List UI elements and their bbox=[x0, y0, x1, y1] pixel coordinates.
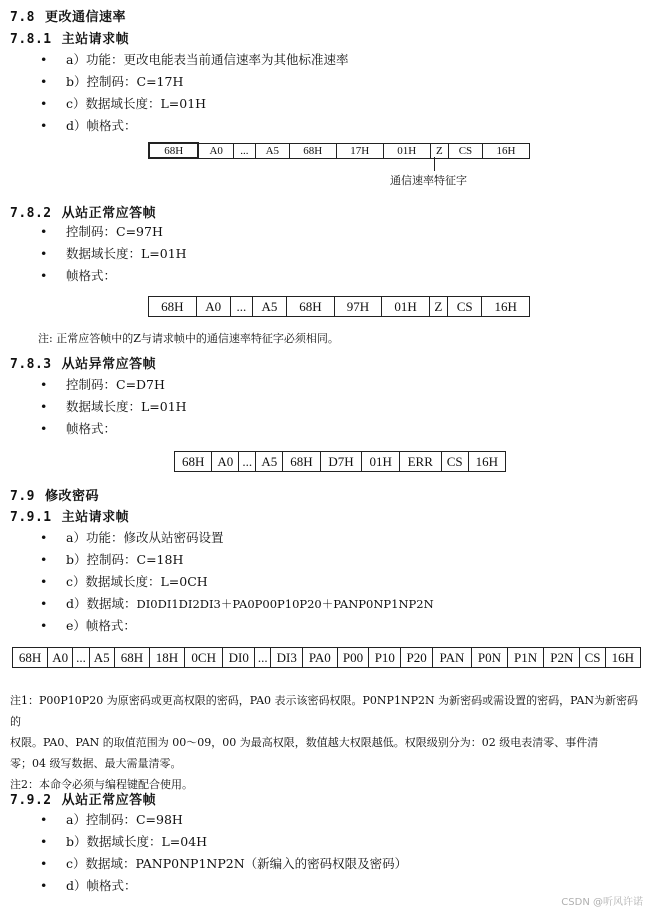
list-item: • a）功能：更改电能表当前通信速率为其他标准速率 bbox=[40, 52, 349, 67]
frame-cell: 16H bbox=[468, 452, 505, 472]
data-field-formula: DI0DI1DI2DI3＋PA0P00P10P20＋PANP0NP1NP2N bbox=[136, 597, 434, 611]
note-7-8-2: 注: 正常应答帧中的Z与请求帧中的通信速率特征字必须相同。 bbox=[38, 332, 339, 345]
frame-cell: A5 bbox=[89, 648, 114, 668]
frame-cell: 68H bbox=[114, 648, 149, 668]
note-1: 注1：P00P10P20 为原密码或更高权限的密码，PA0 表示该密码权限。P0NP1NP2N 为新密码或需设置的密码，PAN为新密码的 权限。PA0、PAN 的取值范围为 00～09，00 为最高权限，数值越大权限越低。权限级别分为：02 级电表清零、事件清 零；04 级写数据、最大需量清零。 注2：本命令必须与编程键配合使用。 bbox=[10, 694, 639, 791]
list-item: • b）数据域长度：L=04H bbox=[40, 834, 208, 849]
frame-cell: P10 bbox=[369, 648, 401, 668]
frame-cell: A5 bbox=[255, 143, 289, 158]
frame-cell: 97H bbox=[334, 297, 382, 317]
list-item: • e）帧格式： bbox=[40, 618, 136, 633]
frame-cell: P0N bbox=[471, 648, 507, 668]
frame-cell: ... bbox=[255, 648, 271, 668]
section-heading-7-8-1: 7.8.1 主站请求帧 bbox=[10, 32, 130, 47]
frame-cell: ERR bbox=[399, 452, 441, 472]
list-item: • 控制码：C=97H bbox=[40, 224, 163, 239]
frame-cell: PAN bbox=[433, 648, 472, 668]
list-item: • c）数据域长度：L=0CH bbox=[40, 574, 208, 589]
section-heading-7-9-1: 7.9.1 主站请求帧 bbox=[10, 510, 130, 525]
list-item: • c）数据域：PANP0NP1NP2N（新编入的密码权限及密码） bbox=[40, 856, 408, 871]
frame-cell: DI3 bbox=[271, 648, 303, 668]
annotation-pointer-line bbox=[434, 157, 435, 171]
watermark: CSDN @听风许诺 bbox=[561, 897, 643, 908]
list-item: • b）控制码：C=17H bbox=[40, 74, 184, 89]
frame-cell: 18H bbox=[149, 648, 184, 668]
list-item: • d）帧格式： bbox=[40, 118, 137, 133]
frame-cell: Z bbox=[429, 297, 447, 317]
frame-cell: P00 bbox=[337, 648, 369, 668]
frame-cell: 68H bbox=[149, 297, 197, 317]
list-item: • c）数据域长度：L=01H bbox=[40, 96, 207, 111]
list-item: • a）功能：修改从站密码设置 bbox=[40, 530, 224, 545]
frame-cell: DI0 bbox=[223, 648, 255, 668]
frame-cell: 68H bbox=[13, 648, 48, 668]
list-item: • d）数据域：DI0DI1DI2DI3＋PA0P00P10P20＋PANP0NP1NP2N bbox=[40, 596, 434, 611]
section-heading-7-8-2: 7.8.2 从站正常应答帧 bbox=[10, 206, 157, 221]
frame-cell: D7H bbox=[320, 452, 362, 472]
section-heading-7-9-2: 7.9.2 从站正常应答帧 bbox=[10, 793, 157, 808]
frame-cell: ... bbox=[239, 452, 256, 472]
frame-cell: CS bbox=[448, 297, 482, 317]
list-item: • 控制码：C=D7H bbox=[40, 377, 165, 392]
annotation-label: 通信速率特征字 bbox=[390, 174, 467, 187]
frame-cell: 16H bbox=[605, 648, 640, 668]
list-item: • 数据域长度：L=01H bbox=[40, 246, 187, 261]
frame-cell: PA0 bbox=[303, 648, 337, 668]
frame-cell: 16H bbox=[482, 297, 530, 317]
frame-cell: P1N bbox=[508, 648, 544, 668]
frame-cell: A0 bbox=[196, 297, 230, 317]
list-item: • b）控制码：C=18H bbox=[40, 552, 184, 567]
frame-cell: 01H bbox=[362, 452, 399, 472]
frame-cell: 68H bbox=[287, 297, 335, 317]
frame-cell: 16H bbox=[482, 143, 529, 158]
frame-cell: 01H bbox=[382, 297, 430, 317]
frame-cell: A0 bbox=[212, 452, 239, 472]
frame-cell: ... bbox=[73, 648, 89, 668]
frame-cell: 68H bbox=[283, 452, 320, 472]
frame-cell: P2N bbox=[544, 648, 580, 668]
frame-cell: A5 bbox=[256, 452, 283, 472]
list-item: • 帧格式： bbox=[40, 421, 117, 436]
frame-cell: ... bbox=[234, 143, 256, 158]
frame-cell: 68H bbox=[175, 452, 212, 472]
frame-cell: A0 bbox=[198, 143, 233, 158]
frame-format-table-7-8-3 bbox=[174, 451, 506, 472]
frame-cell: CS bbox=[441, 452, 468, 472]
frame-cell: A0 bbox=[48, 648, 73, 668]
frame-format-table-7-9-1 bbox=[12, 647, 641, 668]
frame-cell: 17H bbox=[336, 143, 383, 158]
section-heading-7-8: 7.8 更改通信速率 bbox=[10, 10, 126, 25]
frame-cell: A5 bbox=[252, 297, 286, 317]
frame-cell: 68H bbox=[149, 143, 198, 158]
frame-format-table-7-8-2 bbox=[148, 296, 530, 317]
frame-cell: CS bbox=[448, 143, 482, 158]
frame-cell: CS bbox=[580, 648, 605, 668]
section-heading-7-9: 7.9 修改密码 bbox=[10, 489, 99, 504]
list-item: • 数据域长度：L=01H bbox=[40, 399, 187, 414]
frame-cell: P20 bbox=[401, 648, 433, 668]
frame-cell: 0CH bbox=[185, 648, 223, 668]
section-heading-7-8-3: 7.8.3 从站异常应答帧 bbox=[10, 357, 157, 372]
list-item: • a）控制码：C=98H bbox=[40, 812, 183, 827]
frame-cell: Z bbox=[430, 143, 448, 158]
frame-format-table-7-8-1 bbox=[148, 142, 530, 159]
list-item: • 帧格式： bbox=[40, 268, 117, 283]
frame-cell: ... bbox=[230, 297, 252, 317]
frame-cell: 68H bbox=[289, 143, 336, 158]
frame-cell: 01H bbox=[383, 143, 430, 158]
list-item: • d）帧格式： bbox=[40, 878, 137, 893]
